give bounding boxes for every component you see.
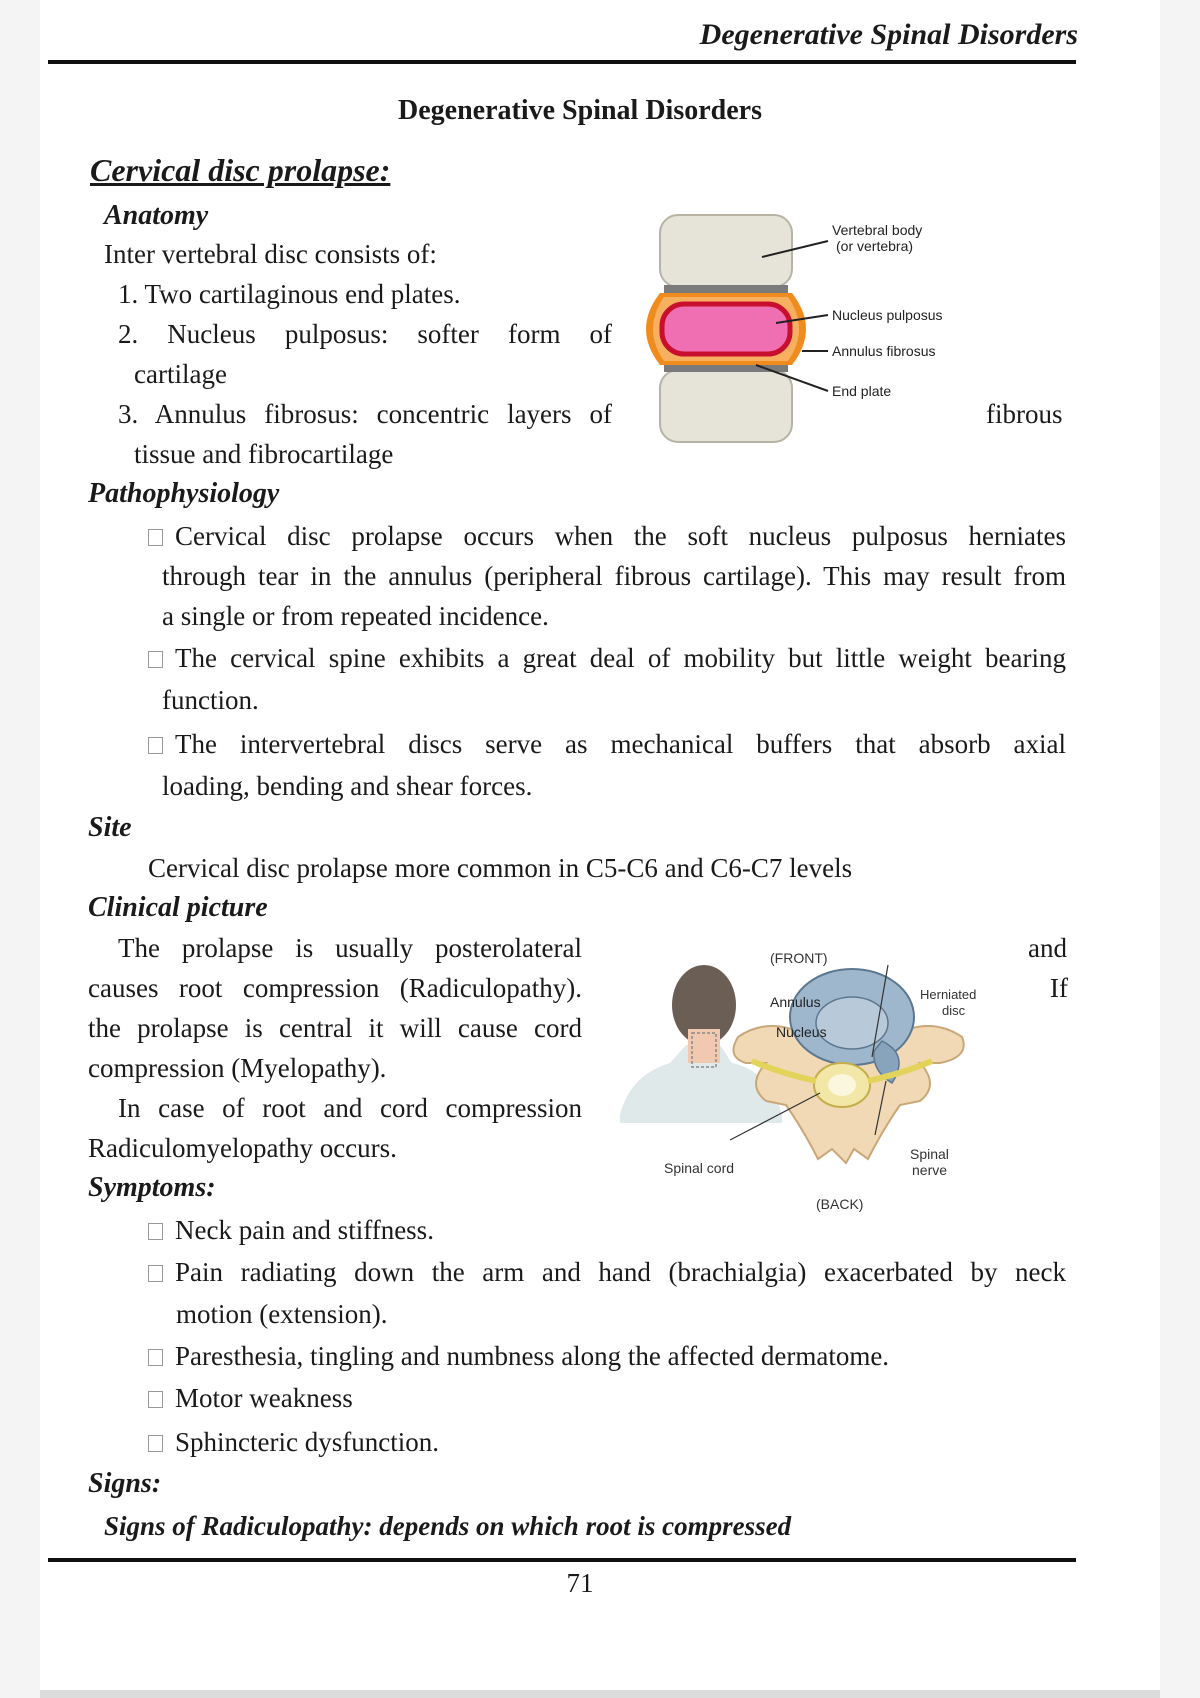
bullet-box xyxy=(148,1435,163,1452)
anatomy-item: tissue and fibrocartilage xyxy=(134,439,394,469)
section-heading: Cervical disc prolapse: xyxy=(90,152,391,188)
label-nucleus: Nucleus pulposus xyxy=(832,307,943,323)
label-back: (BACK) xyxy=(816,1196,864,1212)
symptom-line: Neck pain and stiffness. xyxy=(148,1210,434,1250)
pathophysiology-line: function. xyxy=(162,685,259,715)
label-nucleus: Nucleus xyxy=(776,1024,827,1040)
anatomy-item: 3. Annulus fibrosus: concentric layers of xyxy=(118,399,612,429)
clinical-line: In case of root and cord compression xyxy=(118,1093,582,1123)
label-annulus: Annulus fibrosus xyxy=(832,343,936,359)
symptom-line: Pain radiating down the arm and hand (brachialgia) exacerbated by neck xyxy=(148,1252,1066,1292)
lower-vertebral-body xyxy=(660,370,792,442)
label-annulus: Annulus xyxy=(770,994,821,1010)
bullet-box xyxy=(148,651,163,668)
label-front: (FRONT) xyxy=(770,950,828,966)
pathophysiology-line: a single or from repeated incidence. xyxy=(162,601,549,631)
symptom-line: Paresthesia, tingling and numbness along the affected dermatome. xyxy=(148,1336,889,1376)
anatomy-item-continuation: fibrous xyxy=(986,399,1063,429)
signs-subheading: Signs of Radiculopathy: depends on which root is compressed xyxy=(104,1511,792,1541)
label-spinal-cord: Spinal cord xyxy=(664,1160,735,1176)
pathophysiology-line: through tear in the annulus (peripheral fibrous cartilage). This may result from xyxy=(162,561,1066,591)
anatomy-intro: Inter vertebral disc consists of: xyxy=(104,239,437,269)
label-spinal: Spinal xyxy=(910,1146,949,1162)
label-vertebral-body-alt: (or vertebra) xyxy=(836,238,914,254)
pathophysiology-heading: Pathophysiology xyxy=(88,478,280,509)
document-title: Degenerative Spinal Disorders xyxy=(398,95,762,126)
bullet-box xyxy=(148,1265,163,1282)
bullet-box xyxy=(148,1349,163,1366)
cervical-prolapse-figure xyxy=(620,945,1020,1220)
bullet-box xyxy=(148,1223,163,1240)
anatomy-item: cartilage xyxy=(134,359,227,389)
pathophysiology-line: loading, bending and shear forces. xyxy=(162,771,533,801)
clinical-line-continuation: and xyxy=(1028,933,1067,963)
neck xyxy=(688,1029,720,1063)
anatomy-item: 2. Nucleus pulposus: softer form of xyxy=(118,319,612,349)
header-rule xyxy=(48,60,1076,64)
label-herniated: Herniated xyxy=(920,987,977,1002)
footer-rule xyxy=(48,1558,1076,1562)
symptom-line: Motor weakness xyxy=(148,1378,353,1418)
intervertebral-disc-figure xyxy=(640,205,980,450)
bullet-box xyxy=(148,737,163,754)
bullet-box xyxy=(148,1391,163,1408)
symptom-line: motion (extension). xyxy=(176,1299,388,1329)
anatomy-item: 1. Two cartilaginous end plates. xyxy=(118,279,461,309)
clinical-line: compression (Myelopathy). xyxy=(88,1053,387,1083)
nucleus-pulposus xyxy=(662,304,790,354)
label-herniated-disc: disc xyxy=(942,1003,966,1018)
page-number: 71 xyxy=(566,1568,594,1598)
bullet-box xyxy=(148,529,163,546)
clinical-heading: Clinical picture xyxy=(88,892,268,923)
pathophysiology-line: Cervical disc prolapse occurs when the soft nucleus pulposus herniates xyxy=(148,516,1066,556)
pathophysiology-line: The cervical spine exhibits a great deal of mobility but little weight bearing xyxy=(148,638,1066,678)
label-nerve: nerve xyxy=(912,1162,948,1178)
symptom-line: Sphincteric dysfunction. xyxy=(148,1422,439,1462)
upper-vertebral-body xyxy=(660,215,792,287)
site-heading: Site xyxy=(88,812,132,843)
signs-heading: Signs: xyxy=(88,1468,162,1499)
site-text: Cervical disc prolapse more common in C5-C6 and C6-C7 levels xyxy=(148,853,853,883)
clinical-line: The prolapse is usually posterolateral xyxy=(118,933,582,963)
page-bottom-edge xyxy=(40,1690,1160,1698)
label-vertebral-body: Vertebral body xyxy=(832,222,923,238)
clinical-line: causes root compression (Radiculopathy). xyxy=(88,973,582,1003)
clinical-line: the prolapse is central it will cause cord xyxy=(88,1013,582,1043)
anatomy-heading: Anatomy xyxy=(104,200,209,231)
label-end-plate: End plate xyxy=(832,383,892,399)
pathophysiology-line: The intervertebral discs serve as mechanical buffers that absorb axial xyxy=(148,724,1066,764)
symptoms-heading: Symptoms: xyxy=(88,1172,216,1203)
clinical-line-continuation: If xyxy=(1050,973,1068,1003)
clinical-line: Radiculomyelopathy occurs. xyxy=(88,1133,397,1163)
disc-nucleus xyxy=(816,997,888,1049)
running-header: Degenerative Spinal Disorders xyxy=(699,18,1078,51)
